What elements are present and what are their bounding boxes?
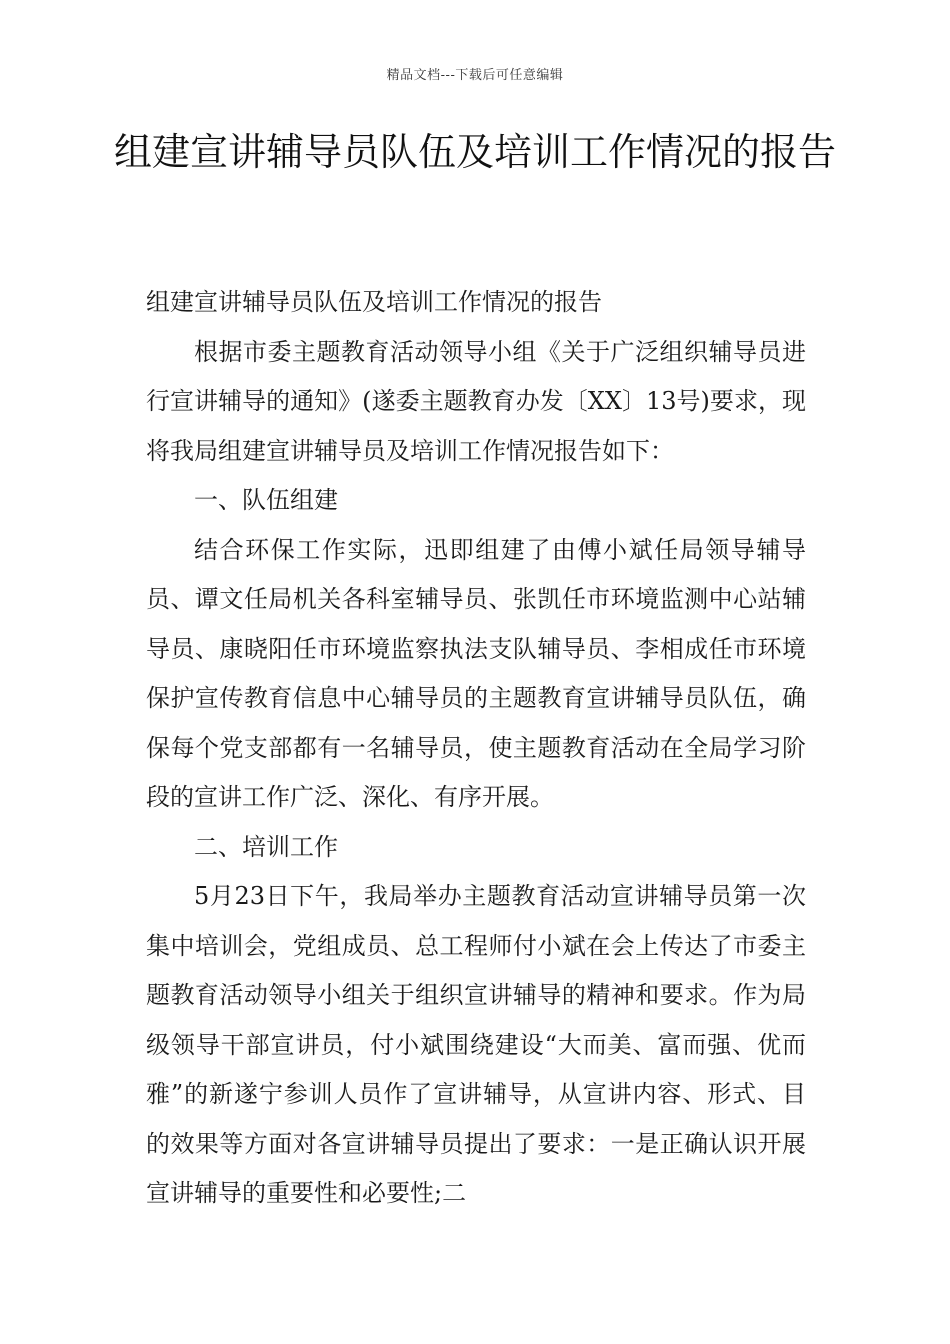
document-title: 组建宣讲辅导员队伍及培训工作情况的报告 (113, 130, 836, 174)
section-heading-team: 一、队伍组建 (194, 486, 338, 514)
section-heading-training: 二、培训工作 (194, 832, 338, 861)
body-subtitle: 组建宣讲辅导员队伍及培训工作情况的报告 (146, 288, 602, 316)
document-body (146, 278, 806, 1219)
page-header: 精品文档---下载后可任意编辑 (386, 68, 564, 83)
body-paragraph-intro: 根据市委主题教育活动领导小组《关于广泛组织辅导员进行宣讲辅导的通知》(遂委主题教育办发〔XX〕13号)要求，现将我局组建宣讲辅导员及培训工作情况报告如下： (146, 337, 806, 465)
body-paragraph-training: 5月23日下午，我局举办主题教育活动宣讲辅导员第一次集中培训会，党组成员、总工程师付小斌在会上传达了市委主题教育活动领导小组关于组织宣讲辅导的精神和要求。作为局级领导干部宣讲员，付小斌围绕建设“大而美、富而强、优而雅”的新遂宁参训人员作了宣讲辅导，从宣讲内容、形式、目的效果等方面对各宣讲辅导员提出了要求：一是正确认识开展宣讲辅导的重要性和必要性;二 (146, 882, 806, 1207)
body-paragraph-team: 结合环保工作实际，迅即组建了由傅小斌任局领导辅导员、谭文任局机关各科室辅导员、张凯任市环境监测中心站辅导员、康晓阳任市环境监察执法支队辅导员、李相成任市环境保护宣传教育信息中心辅导员的主题教育宣讲辅导员队伍，确保每个党支部都有一名辅导员，使主题教育活动在全局学习阶段的宣讲工作广泛、深化、有序开展。 (146, 535, 806, 811)
